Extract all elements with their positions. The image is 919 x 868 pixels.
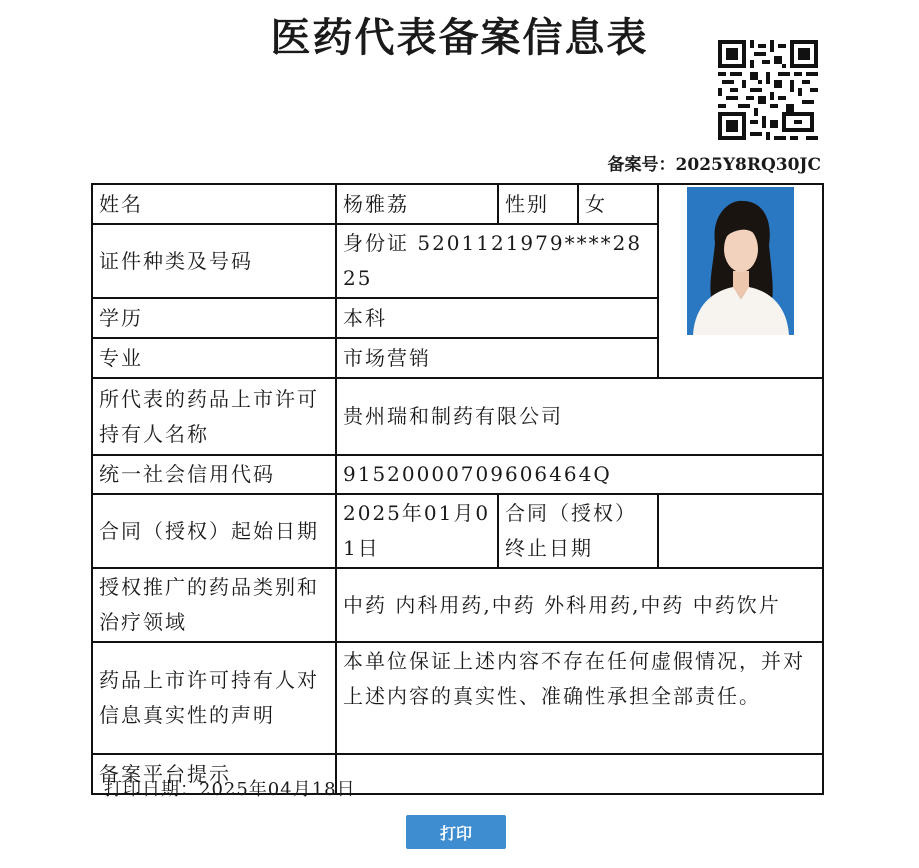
declaration-label: 药品上市许可持有人对信息真实性的声明 — [92, 642, 336, 754]
holder-label: 所代表的药品上市许可持有人名称 — [92, 378, 336, 455]
platform-tip-value — [336, 754, 823, 794]
gender-value: 女 — [578, 184, 658, 224]
end-date-label: 合同（授权）终止日期 — [498, 494, 658, 568]
end-date-value — [658, 494, 823, 568]
start-date-value: 2025年01月01日 — [336, 494, 498, 568]
declaration-value: 本单位保证上述内容不存在任何虚假情况，并对上述内容的真实性、准确性承担全部责任。 — [336, 642, 823, 754]
print-button[interactable]: 打印 — [406, 815, 506, 849]
info-table — [91, 183, 824, 795]
credit-code-label: 统一社会信用代码 — [92, 455, 336, 494]
print-date: 打印日期：2025年04月18日 — [104, 779, 356, 800]
education-label: 学历 — [92, 298, 336, 338]
portrait-photo — [687, 187, 794, 335]
name-label: 姓名 — [92, 184, 336, 224]
education-value: 本科 — [336, 298, 658, 338]
gender-label: 性别 — [498, 184, 578, 224]
scope-value: 中药 内科用药,中药 外科用药,中药 中药饮片 — [336, 568, 823, 642]
id-value: 身份证 5201121979****2825 — [336, 224, 658, 298]
record-number-value: 2025Y8RQ30JC — [675, 155, 821, 175]
record-number — [608, 153, 821, 177]
name-value: 杨雅荔 — [336, 184, 498, 224]
credit-code-value: 91520000709606464Q — [336, 455, 823, 494]
photo-cell — [658, 184, 823, 378]
page-title: 医药代表备案信息表 — [270, 14, 649, 61]
holder-value: 贵州瑞和制药有限公司 — [336, 378, 823, 455]
id-label: 证件种类及号码 — [92, 224, 336, 298]
major-value: 市场营销 — [336, 338, 658, 378]
record-number-label: 备案号： — [607, 155, 676, 175]
start-date-label: 合同（授权）起始日期 — [92, 494, 336, 568]
major-label: 专业 — [92, 338, 336, 378]
platform-tip-label: 备案平台提示 — [92, 754, 336, 794]
qr-code — [718, 40, 818, 140]
scope-label: 授权推广的药品类别和治疗领域 — [92, 568, 336, 642]
